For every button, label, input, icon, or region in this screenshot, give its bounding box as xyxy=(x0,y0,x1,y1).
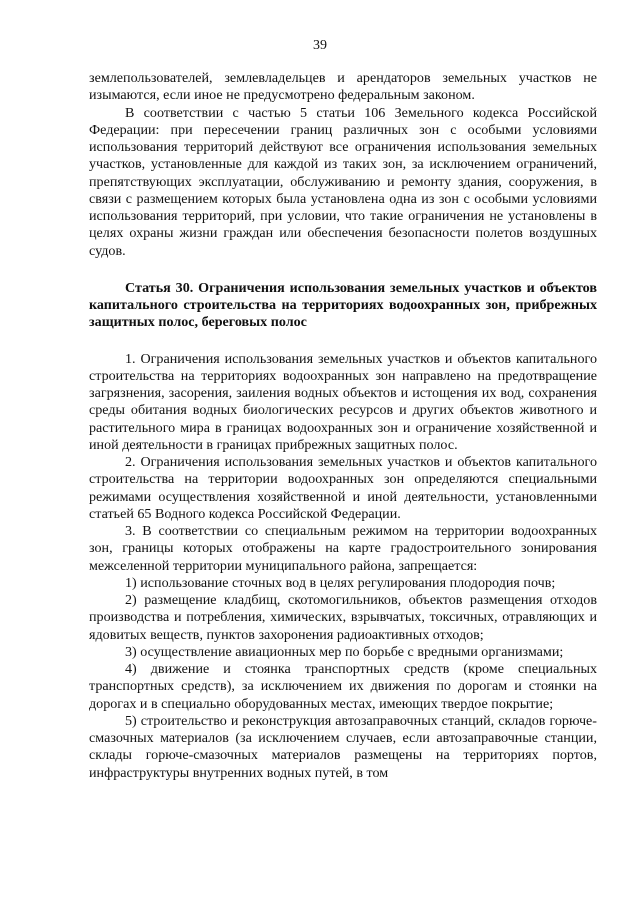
spacer xyxy=(89,260,597,280)
paragraph: 3. В соответствии со специальным режимом на территории водоохранных зон, границы которых отображены на карте градостроительного зонирования межселенной территории муниципального района, запрещается: xyxy=(89,523,597,574)
list-item: 5) строительство и реконструкция автозаправочных станций, складов горюче-смазочных материалов (за исключением случаев, если автозаправочные станции, склады горюче-смазочных материалов размещены на территориях портов, инфраструктуры внутренних водных путей, в том xyxy=(89,712,597,781)
spacer xyxy=(89,332,597,351)
paragraph: 2. Ограничения использования земельных участков и объектов капитального строительства на территории водоохранных зон определяются специальными режимами осуществления хозяйственной и иной деятельности, установленными статьей 65 Водного кодекса Российской Федерации. xyxy=(89,454,597,522)
list-item: 4) движение и стоянка транспортных средств (кроме специальных транспортных средств), за исключением их движения по дорогам и стоянки на дорогах и в специально оборудованных местах, имеющих твердое покрытие; xyxy=(89,661,597,712)
paragraph: землепользователей, землевладельцев и арендаторов земельных участков не изымаются, если иное не предусмотрено федеральным законом. xyxy=(89,70,597,104)
page-number: 39 xyxy=(313,38,327,53)
list-item: 2) размещение кладбищ, скотомогильников, объектов размещения отходов производства и потребления, химических, взрывчатых, токсичных, отравляющих и ядовитых веществ, пунктов захоронения радиоактивных отходов; xyxy=(89,592,597,643)
article-heading: Статья 30. Ограничения использования земельных участков и объектов капитального строительства на территориях водоохранных зон, прибрежных защитных полос, береговых полос xyxy=(89,279,597,331)
paragraph: 1. Ограничения использования земельных участков и объектов капитального строительства на территориях водоохранных зон направлено на предотвращение загрязнения, засорения, заиления водных объектов и истощения их вод, сохранения среды обитания водных биологических ресурсов и других объектов животного и растительного мира в границах водоохранных зон и ограничение хозяйственной и иной деятельности в границах прибрежных защитных полос. xyxy=(89,350,597,453)
document-body xyxy=(89,70,597,782)
list-item: 1) использование сточных вод в целях регулирования плодородия почв; xyxy=(125,574,556,591)
paragraph: В соответствии с частью 5 статьи 106 Земельного кодекса Российской Федерации: при пересечении границ различных зон с особыми условиями использования территорий действуют все ограничения использования земельных участков, установленные для каждой из таких зон, за исключением ограничений, препятствующих эксплуатации, обслуживанию и ремонту здания, сооружения, в связи с размещением которых была установлена одна из зон с особыми условиями использования территорий, при условии, что такие ограничения не установлены в целях охраны жизни граждан или обеспечения безопасности полетов воздушных судов. xyxy=(89,104,597,259)
list-item: 3) осуществление авиационных мер по борьбе с вредными организмами; xyxy=(125,643,564,660)
